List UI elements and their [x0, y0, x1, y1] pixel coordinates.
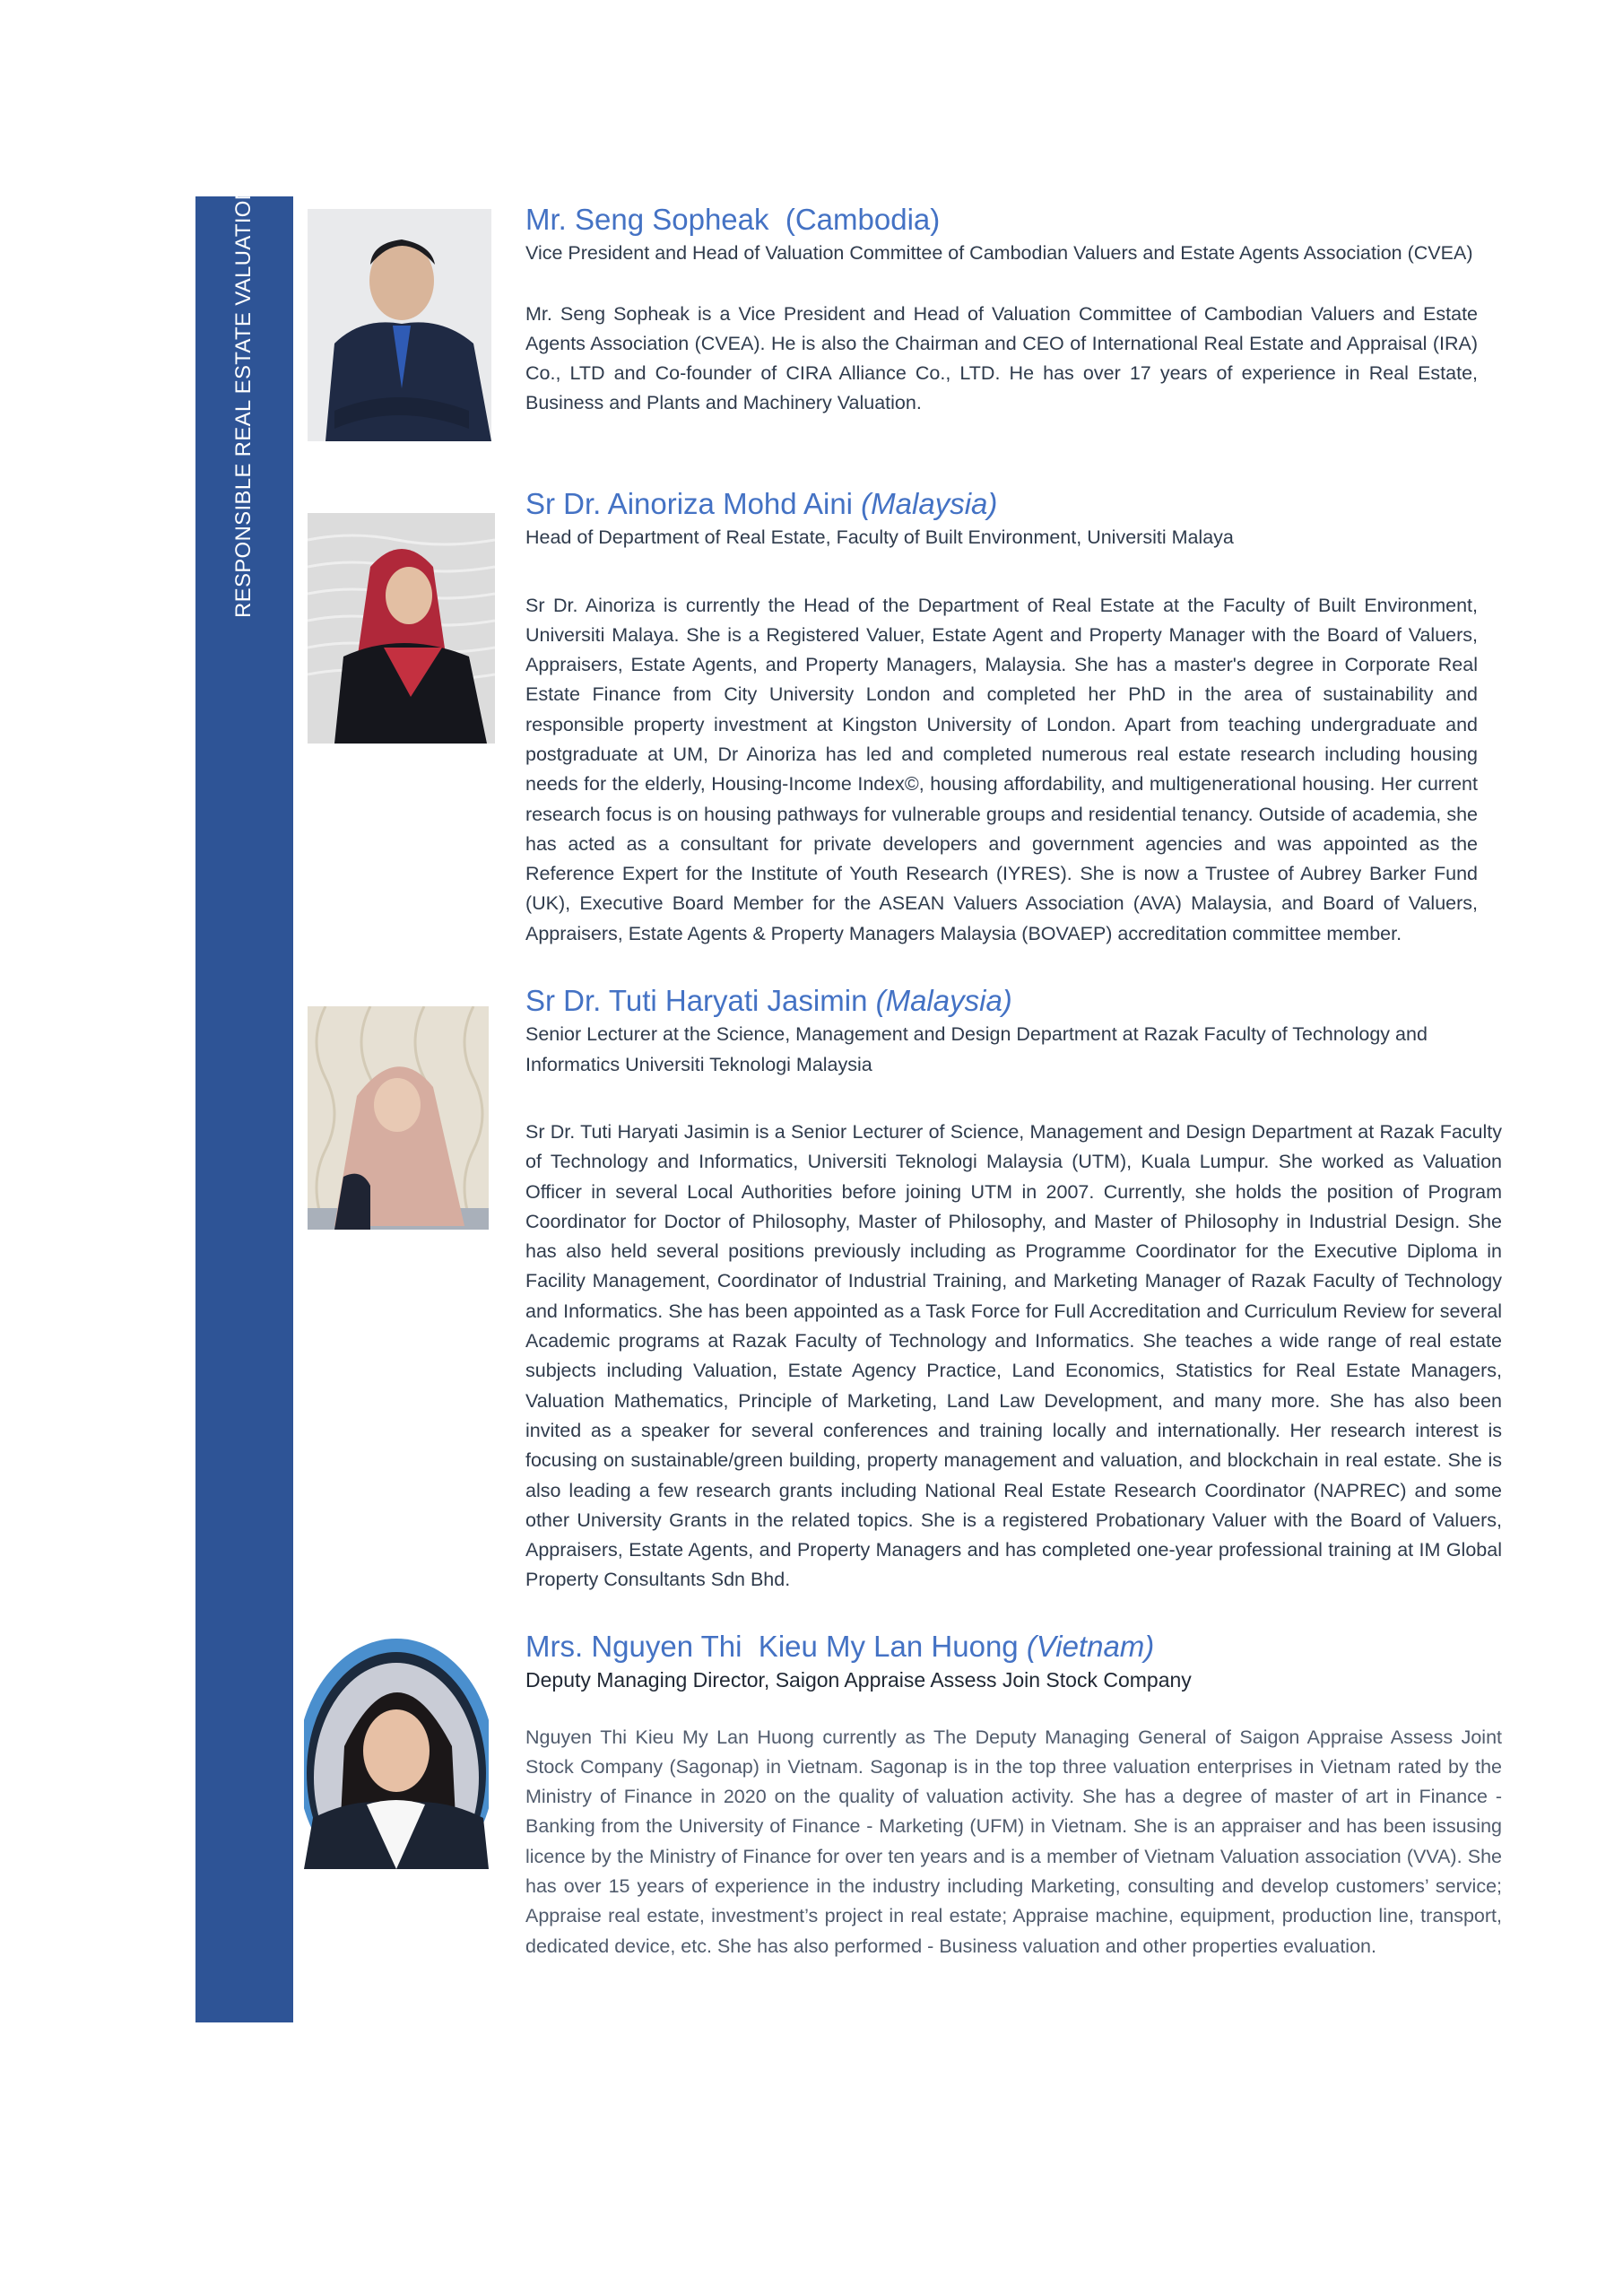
profile-role: Head of Department of Real Estate, Faculty of Built Environment, Universiti Malaya [525, 526, 1234, 548]
profile-photo-tuti-haryati [308, 1006, 489, 1230]
profile-bio: Nguyen Thi Kieu My Lan Huong currently as The Deputy Managing General of Saigon Appraise Assess Joint Stock Company (Sagonap) in Vietnam. Sagonap is in the top three valuation enterprises in Vietnam rated by the Ministry of Finance in 2020 on the quality of valuation activity. She has a degree of master of art in Finance - Banking from the University of Finance - Marketing (UFM) in Vietnam. She is an appraiser and has been issusing licence by the Ministry of Finance for over ten years and is a member of Vietnam Valuation association (VVA). She has over 15 years of experience in the industry including Marketing, consulting and develop customers’ service; Appraise real estate, investment’s project in real estate; Appraise machine, equipment, production line, transport, dedicated device, etc. She has also performed - Business valuation and other properties evaluation. [525, 1726, 1502, 1957]
profile-country: (Vietnam) [1026, 1630, 1155, 1663]
portrait-photo-icon [308, 1006, 489, 1230]
profile-name: Sr Dr. Ainoriza Mohd Aini (Malaysia) [525, 487, 998, 520]
profile-bio: Mr. Seng Sopheak is a Vice President and Head of Valuation Committee of Cambodian Valuers and Estate Agents Association (CVEA). He is also the Chairman and CEO of International Real Estate and Appraisal (IRA) Co., LTD and Co-founder of CIRA Alliance Co., LTD. He has over 17 years of experience in Real Estate, Business and Plants and Machinery Valuation. [525, 302, 1478, 414]
profile-name: Mr. Seng Sopheak (Cambodia) [525, 203, 941, 236]
profile-country: (Malaysia) [861, 487, 998, 520]
profile-name: Mrs. Nguyen Thi Kieu My Lan Huong (Vietnam) [525, 1630, 1155, 1663]
profile-name: Sr Dr. Tuti Haryati Jasimin (Malaysia) [525, 984, 1012, 1017]
profile-photo-seng-sopheak [308, 209, 491, 441]
profile-photo-nguyen-thi-kieu [304, 1639, 489, 1869]
profile-role: Senior Lecturer at the Science, Management and Design Department at Razak Faculty of Technology and Informatics Universiti Teknologi Malaysia [525, 1023, 1428, 1075]
portrait-photo-icon [304, 1639, 489, 1869]
profile-card-ainoriza [525, 485, 1478, 949]
profile-card-tuti-haryati [525, 982, 1502, 1596]
profile-country: (Cambodia) [785, 203, 941, 236]
profile-country: (Malaysia) [875, 984, 1012, 1017]
portrait-photo-icon [308, 209, 491, 441]
profile-bio: Sr Dr. Tuti Haryati Jasimin is a Senior Lecturer of Science, Management and Design Department at Razak Faculty of Technology and Informatics, Universiti Teknologi Malaysia (UTM), Kuala Lumpur. She worked as Valuation Officer in several Local Authorities before joining UTM in 2007. Currently, she holds the position of Program Coordinator for Doctor of Philosophy, Master of Philosophy, and Master of Philosophy in Industrial Design. She has also held several positions previously including as Programme Coordinator for the Executive Diploma in Facility Management, Coordinator of Industrial Training, and Marketing Manager of Razak Faculty of Technology and Informatics. She has been appointed as a Task Force for Full Accreditation and Curriculum Review for several Academic programs at Razak Faculty of Technology and Informatics. She teaches a wide range of real estate subjects including Valuation, Estate Agency Practice, Land Economics, Statistics for Real Estate Managers, Valuation Mathematics, Principle of Marketing, Land Law Development, and many more. She has also been invited as a speaker for several conferences and training locally and internationally. Her research interest is focusing on sustainable/green building, property management and valuation, and blockchain in real estate. She is also leading a few research grants including National Real Estate Research Coordinator (NAPREC) and some other University Grants in the related topics. She is a registered Probationary Valuer with the Board of Valuers, Appraisers, Estate Agents, and Property Managers and has completed one-year professional training at IM Global Property Consultants Sdn Bhd. [525, 1121, 1502, 1591]
profile-photo-ainoriza [308, 513, 495, 744]
portrait-photo-icon [308, 513, 495, 744]
profile-card-seng-sopheak [525, 201, 1478, 419]
profile-card-nguyen-thi-kieu [525, 1628, 1502, 1961]
profile-bio: Sr Dr. Ainoriza is currently the Head of the Department of Real Estate at the Faculty of Built Environment, Universiti Malaya. She is a Registered Valuer, Estate Agent and Property Manager with the Board of Valuers, Appraisers, Estate Agents, and Property Managers, Malaysia. She has a master's degree in Corporate Real Estate Finance from City University London and completed her PhD in the area of sustainability and responsible property investment at Kingston University of London. Apart from teaching undergraduate and postgraduate at UM, Dr Ainoriza has led and completed numerous real estate research including housing needs for the elderly, Housing-Income Index©, housing affordability, and multigenerational housing. Her current research focus is on housing pathways for vulnerable groups and residential tenancy. Outside of academia, she has acted as a consultant for private developers and government agencies and was appointed as the Reference Expert for the Institute of Youth Research (IYRES). She is now a Trustee of Aubrey Barker Fund (UK), Executive Board Member for the ASEAN Valuers Association (AVA) Malaysia, and Board of Valuers, Appraisers, Estate Agents & Property Managers Malaysia (BOVAEP) accreditation committee member. [525, 594, 1478, 944]
sidebar-title: RESPONSIBLE REAL ESTATE VALUATION [231, 184, 256, 618]
profile-role: Deputy Managing Director, Saigon Appraise Assess Join Stock Company [525, 1668, 1192, 1692]
profile-role: Vice President and Head of Valuation Committee of Cambodian Valuers and Estate Agents Association (CVEA) [525, 242, 1473, 264]
section-sidebar-band [195, 184, 293, 2022]
